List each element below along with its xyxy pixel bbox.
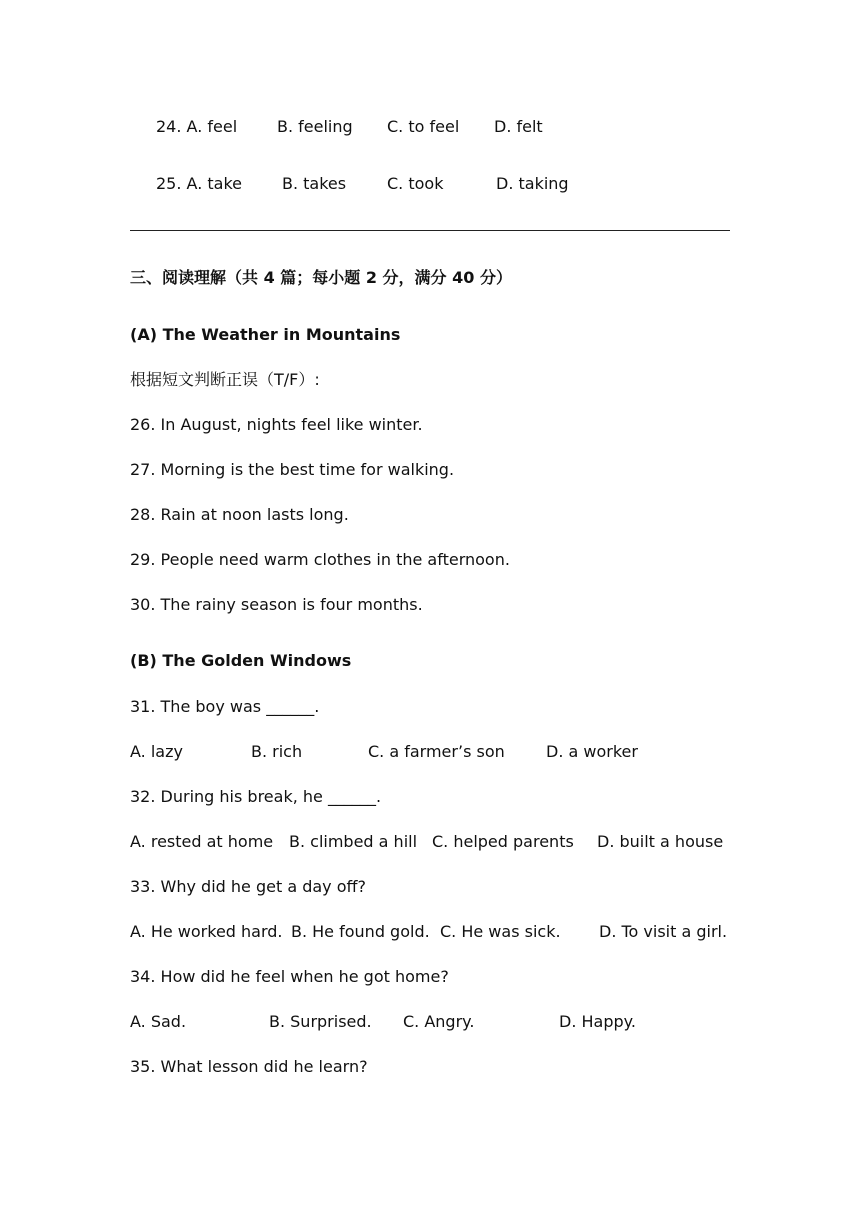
q32-option-d: D. built a house <box>597 832 724 851</box>
q32-option-a: A. rested at home <box>130 832 274 851</box>
q31-option-b: B. rich <box>251 742 303 761</box>
q31-option-a: A. lazy <box>130 742 183 761</box>
q33-option-b: B. He found gold. <box>291 922 430 941</box>
q25-option-c: C. took <box>387 174 444 193</box>
q24-option-b: B. feeling <box>277 117 353 136</box>
q32-option-b: B. climbed a hill <box>289 832 418 851</box>
q25-option-b: B. takes <box>282 174 347 193</box>
q34-option-c: C. Angry. <box>403 1012 475 1031</box>
passage-b-title: (B) The Golden Windows <box>130 651 352 670</box>
q33-option-a: A. He worked hard. <box>130 922 283 941</box>
passage-a-instruction: 根据短文判断正误（T/F）: <box>130 370 320 389</box>
section-heading: 三、阅读理解（共 4 篇；每小题 2 分，满分 40 分） <box>130 268 512 287</box>
tf-item-28: 28. Rain at noon lasts long. <box>130 505 349 524</box>
question-35-stem: 35. What lesson did he learn? <box>130 1057 368 1076</box>
question-32-stem: 32. During his break, he ______. <box>130 787 382 806</box>
q31-option-c: C. a farmer’s son <box>368 742 505 761</box>
question-33-stem: 33. Why did he get a day off? <box>130 877 367 896</box>
tf-item-27: 27. Morning is the best time for walking. <box>130 460 455 479</box>
section-divider <box>130 230 730 231</box>
q33-option-c: C. He was sick. <box>440 922 561 941</box>
q25-option-d: D. taking <box>496 174 569 193</box>
tf-item-29: 29. People need warm clothes in the afternoon. <box>130 550 510 569</box>
q31-option-d: D. a worker <box>546 742 638 761</box>
passage-a-title: (A) The Weather in Mountains <box>130 325 401 344</box>
q25-option-a: 25. A. take <box>156 174 242 193</box>
q34-option-d: D. Happy. <box>559 1012 636 1031</box>
question-31-stem: 31. The boy was ______. <box>130 697 320 716</box>
tf-item-30: 30. The rainy season is four months. <box>130 595 423 614</box>
q34-option-b: B. Surprised. <box>269 1012 372 1031</box>
question-34-stem: 34. How did he feel when he got home? <box>130 967 449 986</box>
q33-option-d: D. To visit a girl. <box>599 922 728 941</box>
q24-option-d: D. felt <box>494 117 543 136</box>
q32-option-c: C. helped parents <box>432 832 574 851</box>
q24-option-c: C. to feel <box>387 117 460 136</box>
tf-item-26: 26. In August, nights feel like winter. <box>130 415 423 434</box>
q24-option-a: 24. A. feel <box>156 117 238 136</box>
q34-option-a: A. Sad. <box>130 1012 187 1031</box>
